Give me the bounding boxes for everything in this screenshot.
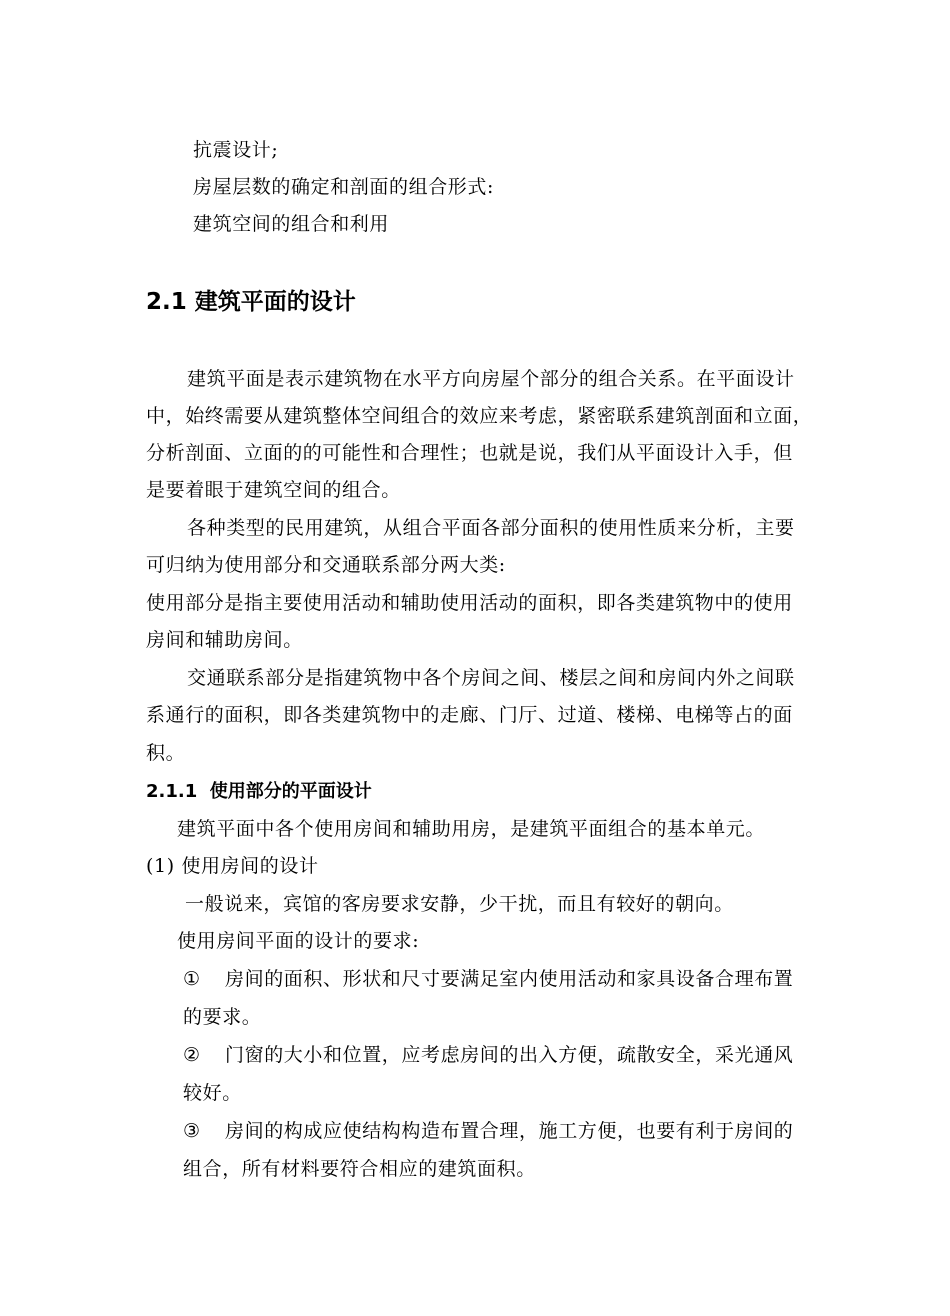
item-1-text: 一般说来，宾馆的客房要求安静，少干扰，而且有较好的朝向。 (185, 893, 734, 915)
subsection-number: 2.1.1 (146, 781, 198, 802)
requirement-3-line-2: 组合，所有材料要符合相应的建筑面积。 (183, 1158, 536, 1180)
paragraph-2-line-1: 各种类型的民用建筑，从组合平面各部分面积的使用性质来分析，主要 (187, 517, 795, 539)
requirement-1-line-1: 房间的面积、形状和尺寸要满足室内使用活动和家具设备合理布置 (225, 968, 794, 990)
paragraph-3-line-1: 使用部分是指主要使用活动和辅助使用活动的面积，即各类建筑物中的使用 (146, 592, 793, 614)
subsection-heading (146, 780, 372, 804)
paragraph-1-line-4: 是要着眼于建筑空间的组合。 (146, 479, 401, 501)
paragraph-1-line-2: 中，始终需要从建筑整体空间组合的效应来考虑，紧密联系建筑剖面和立面， (146, 405, 813, 427)
section-number: 2.1 (146, 289, 187, 315)
paragraph-3-line-2: 房间和辅助房间。 (146, 629, 303, 651)
paragraph-2-line-2: 可归纳为使用部分和交通联系部分两大类: (146, 554, 506, 576)
intro-item-3: 建筑空间的组合和利用 (193, 213, 390, 235)
requirement-3-line-1: 房间的构成应使结构构造布置合理，施工方便，也要有利于房间的 (225, 1120, 794, 1142)
requirement-2-line-2: 较好。 (183, 1082, 242, 1104)
paragraph-4-line-1: 交通联系部分是指建筑物中各个房间之间、楼层之间和房间内外之间联 (187, 667, 795, 689)
section-heading (146, 288, 356, 316)
intro-item-1: 抗震设计; (193, 139, 279, 161)
requirement-2-marker: ② (183, 1044, 201, 1066)
requirement-2-line-1: 门窗的大小和位置，应考虑房间的出入方便，疏散安全，采光通风 (225, 1044, 794, 1066)
subsection-intro: 建筑平面中各个使用房间和辅助用房，是建筑平面组合的基本单元。 (177, 818, 766, 840)
requirement-3-marker: ③ (183, 1120, 201, 1142)
requirement-1-marker: ① (183, 968, 201, 990)
item-1-label: (1) 使用房间的设计 (146, 855, 319, 877)
paragraph-4-line-2: 系通行的面积，即各类建筑物中的走廊、门厅、过道、楼梯、电梯等占的面 (146, 704, 793, 726)
paragraph-1-line-3: 分析剖面、立面的的可能性和合理性；也就是说，我们从平面设计入手，但 (146, 442, 793, 464)
requirement-1-line-2: 的要求。 (183, 1006, 262, 1028)
paragraph-1-line-1: 建筑平面是表示建筑物在水平方向房屋个部分的组合关系。在平面设计 (187, 368, 795, 390)
requirements-title: 使用房间平面的设计的要求: (177, 930, 420, 952)
intro-item-2: 房屋层数的确定和剖面的组合形式: (193, 176, 495, 198)
paragraph-4-line-3: 积。 (146, 742, 186, 764)
section-title: 建筑平面的设计 (194, 289, 356, 315)
subsection-title: 使用部分的平面设计 (209, 781, 372, 802)
